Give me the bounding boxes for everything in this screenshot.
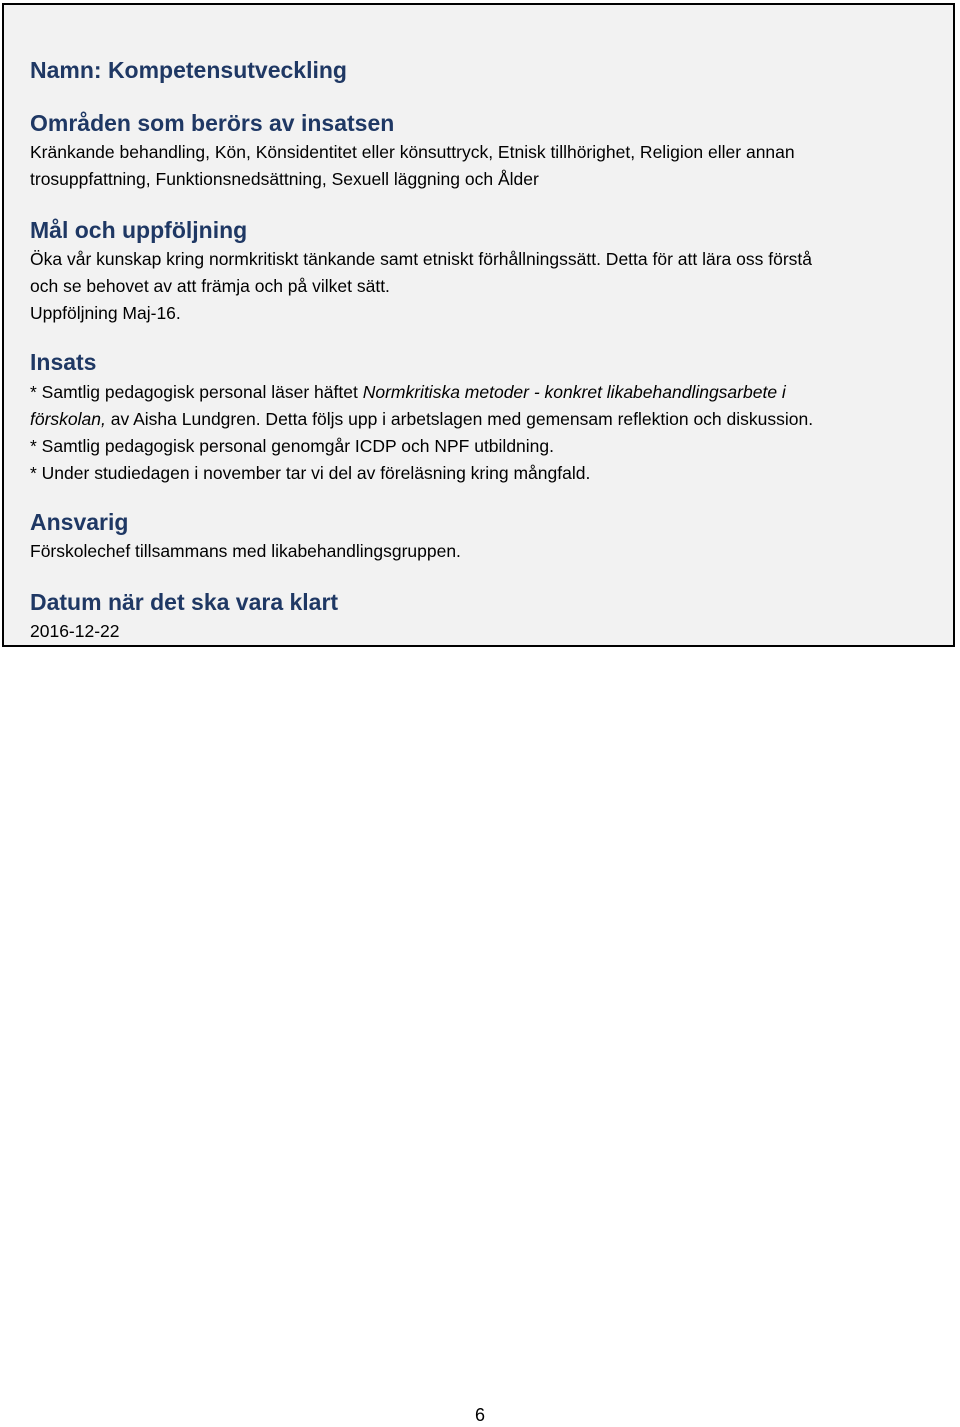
effort-line-4: * Under studiedagen i november tar vi del av föreläsning kring mångfald.: [30, 463, 591, 483]
deadline-heading: Datum när det ska vara klart: [30, 589, 339, 615]
responsible-text: Förskolechef tillsammans med likabehandlingsgruppen.: [30, 541, 461, 561]
booklet-title-end: förskolan,: [30, 409, 106, 429]
areas-heading: Områden som berörs av insatsen: [30, 110, 395, 136]
page-number: 6: [474, 1405, 485, 1425]
goals-text: [30, 246, 812, 327]
effort-line-1-prefix: * Samtlig pedagogisk personal läser häftet: [30, 382, 363, 402]
effort-line-2: [30, 406, 813, 433]
effort-text: [30, 379, 813, 487]
effort-line-2-rest: av Aisha Lundgren. Detta följs upp i arbetslagen med gemensam reflektion och diskussion.: [105, 409, 814, 429]
goals-line: Öka vår kunskap kring normkritiskt tänkande samt etniskt förhållningssätt. Detta för att lära oss förstå: [30, 249, 812, 269]
effort-line-1: [30, 379, 813, 406]
deadline-date: 2016-12-22: [30, 621, 120, 641]
effort-heading: Insats: [30, 349, 97, 375]
goals-line: och se behovet av att främja och på vilket sätt.: [30, 276, 390, 296]
areas-line: trosuppfattning, Funktionsnedsättning, Sexuell läggning och Ålder: [30, 169, 539, 189]
areas-text: [30, 139, 795, 193]
areas-line: Kränkande behandling, Kön, Könsidentitet eller könsuttryck, Etnisk tillhörighet, Religion eller annan: [30, 142, 795, 162]
booklet-title: Normkritiska metoder - konkret likabehandlingsarbete i: [362, 382, 786, 402]
goals-followup-line: Uppföljning Maj-16.: [30, 303, 181, 323]
goals-heading: Mål och uppföljning: [30, 217, 248, 243]
document-title: Namn: Kompetensutveckling: [30, 57, 347, 83]
responsible-heading: Ansvarig: [30, 509, 129, 535]
action-plan-box: [2, 3, 955, 647]
effort-line-3: * Samtlig pedagogisk personal genomgår ICDP och NPF utbildning.: [30, 436, 555, 456]
